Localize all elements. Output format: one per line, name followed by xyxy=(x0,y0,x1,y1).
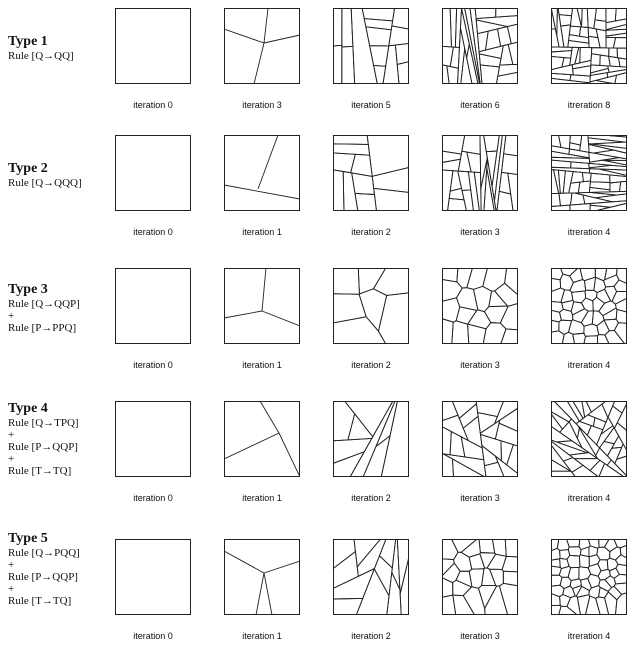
type-title: Type 1 xyxy=(8,34,48,49)
type-title: Type 4 xyxy=(8,401,48,416)
type-row-3 xyxy=(0,264,637,392)
rule-text: Rule [P→PPQ] xyxy=(8,322,77,334)
tiling-panel xyxy=(551,401,627,503)
iteration-caption: iteration 0 xyxy=(133,227,173,237)
row-label xyxy=(8,531,112,607)
tiling-figure xyxy=(333,268,409,344)
iteration-caption: itreration 4 xyxy=(567,493,611,503)
iteration-caption: iteration 2 xyxy=(351,227,391,237)
iteration-caption: iteration 2 xyxy=(351,631,391,641)
iteration-caption: iteration 2 xyxy=(351,493,391,503)
rule-text: Rule [Q→QQ] xyxy=(8,50,74,62)
row-label xyxy=(8,161,112,189)
rule-text: Rule [Q→TPQ] xyxy=(8,417,79,429)
iteration-caption: iteration 2 xyxy=(351,360,391,370)
tiling-panel xyxy=(551,539,627,641)
tiling-figure xyxy=(551,401,627,477)
rule-text: Rule [Q→PQQ] xyxy=(8,547,80,559)
tiling-figure xyxy=(115,268,191,344)
row-label xyxy=(8,34,112,62)
tiling-panel xyxy=(115,268,191,370)
outline-square xyxy=(116,402,191,477)
rule-plus: + xyxy=(8,453,15,465)
outline-square xyxy=(116,269,191,344)
tiling-figure xyxy=(224,8,300,84)
tiling-figure xyxy=(224,135,300,211)
rule-text: Rule [Q→QQQ] xyxy=(8,177,82,189)
tiling-figure xyxy=(333,401,409,477)
tiling-panel xyxy=(442,268,518,370)
outline-square xyxy=(225,269,300,344)
type-title: Type 3 xyxy=(8,282,48,297)
rule-plus: + xyxy=(8,310,15,322)
iteration-caption: iteration 0 xyxy=(133,100,173,110)
outline-square xyxy=(443,9,518,84)
tiling-figure xyxy=(551,539,627,615)
tiling-figure xyxy=(551,135,627,211)
rule-plus: + xyxy=(8,583,15,595)
tiling-panel xyxy=(333,8,409,110)
rule-text: Rule [T→TQ] xyxy=(8,465,72,477)
tiling-figure xyxy=(115,539,191,615)
iteration-caption: iteration 3 xyxy=(460,493,500,503)
tiling-figure xyxy=(224,401,300,477)
tiling-panel xyxy=(333,268,409,370)
outline-square xyxy=(225,136,300,211)
tiling-panel xyxy=(333,135,409,237)
outline-square xyxy=(116,540,191,615)
rule-text: Rule [T→TQ] xyxy=(8,595,72,607)
type-row-5 xyxy=(0,531,637,663)
outline-square xyxy=(552,402,627,477)
iteration-caption: iteration 3 xyxy=(242,100,282,110)
type-title: Type 2 xyxy=(8,161,48,176)
type-row-4 xyxy=(0,397,637,525)
rule-plus: + xyxy=(8,559,15,571)
tiling-panel xyxy=(551,268,627,370)
tiling-panel xyxy=(224,401,300,503)
tiling-panel xyxy=(442,135,518,237)
iteration-caption: iteration 3 xyxy=(460,360,500,370)
type-title: Type 5 xyxy=(8,531,48,546)
iteration-caption: itreration 8 xyxy=(567,100,611,110)
tiling-figure xyxy=(442,401,518,477)
type-row-1 xyxy=(0,4,637,132)
tiling-figure xyxy=(224,539,300,615)
tiling-panel xyxy=(333,539,409,641)
tiling-figure xyxy=(115,8,191,84)
row-label xyxy=(8,401,112,477)
tiling-figure xyxy=(442,8,518,84)
iteration-caption: itreration 4 xyxy=(567,631,611,641)
outline-square xyxy=(334,269,409,344)
iteration-caption: iteration 1 xyxy=(242,493,282,503)
outline-square xyxy=(116,136,191,211)
iteration-caption: itreration 4 xyxy=(567,360,611,370)
tiling-figure xyxy=(442,135,518,211)
iteration-caption: iteration 1 xyxy=(242,631,282,641)
tiling-figure xyxy=(442,539,518,615)
iteration-caption: iteration 3 xyxy=(460,631,500,641)
type-row-2 xyxy=(0,131,637,259)
tiling-panel xyxy=(333,401,409,503)
rule-text: Rule [P→QQP] xyxy=(8,571,78,583)
tiling-figure xyxy=(551,8,627,84)
tiling-panel xyxy=(442,539,518,641)
outline-square xyxy=(116,9,191,84)
tiling-figure xyxy=(224,268,300,344)
tiling-panel xyxy=(115,401,191,503)
outline-square xyxy=(334,136,409,211)
iteration-caption: iteration 0 xyxy=(133,631,173,641)
tiling-panel xyxy=(224,135,300,237)
outline-square xyxy=(225,9,300,84)
tiling-figure xyxy=(115,135,191,211)
tiling-panel xyxy=(442,401,518,503)
iteration-caption: iteration 5 xyxy=(351,100,391,110)
iteration-caption: iteration 1 xyxy=(242,227,282,237)
iteration-caption: iteration 0 xyxy=(133,493,173,503)
tiling-figure xyxy=(333,539,409,615)
tiling-figure xyxy=(551,268,627,344)
tiling-panel xyxy=(551,135,627,237)
tiling-panel xyxy=(442,8,518,110)
rule-text: Rule [P→QQP] xyxy=(8,441,78,453)
tiling-panel xyxy=(115,135,191,237)
tiling-panel xyxy=(115,539,191,641)
rule-plus: + xyxy=(8,429,15,441)
tiling-panel xyxy=(224,539,300,641)
tiling-figure xyxy=(442,268,518,344)
tiling-panel xyxy=(115,8,191,110)
tiling-figure xyxy=(333,8,409,84)
tiling-figure xyxy=(333,135,409,211)
iteration-caption: iteration 0 xyxy=(133,360,173,370)
iteration-caption: iteration 6 xyxy=(460,100,500,110)
iteration-caption: itreration 4 xyxy=(567,227,611,237)
iteration-caption: iteration 1 xyxy=(242,360,282,370)
tiling-figure xyxy=(115,401,191,477)
tiling-panel xyxy=(551,8,627,110)
tiling-panel xyxy=(224,268,300,370)
tiling-panel xyxy=(224,8,300,110)
rule-text: Rule [Q→QQP] xyxy=(8,298,80,310)
outline-square xyxy=(225,402,300,477)
row-label xyxy=(8,282,112,334)
outline-square xyxy=(225,540,300,615)
iteration-caption: iteration 3 xyxy=(460,227,500,237)
